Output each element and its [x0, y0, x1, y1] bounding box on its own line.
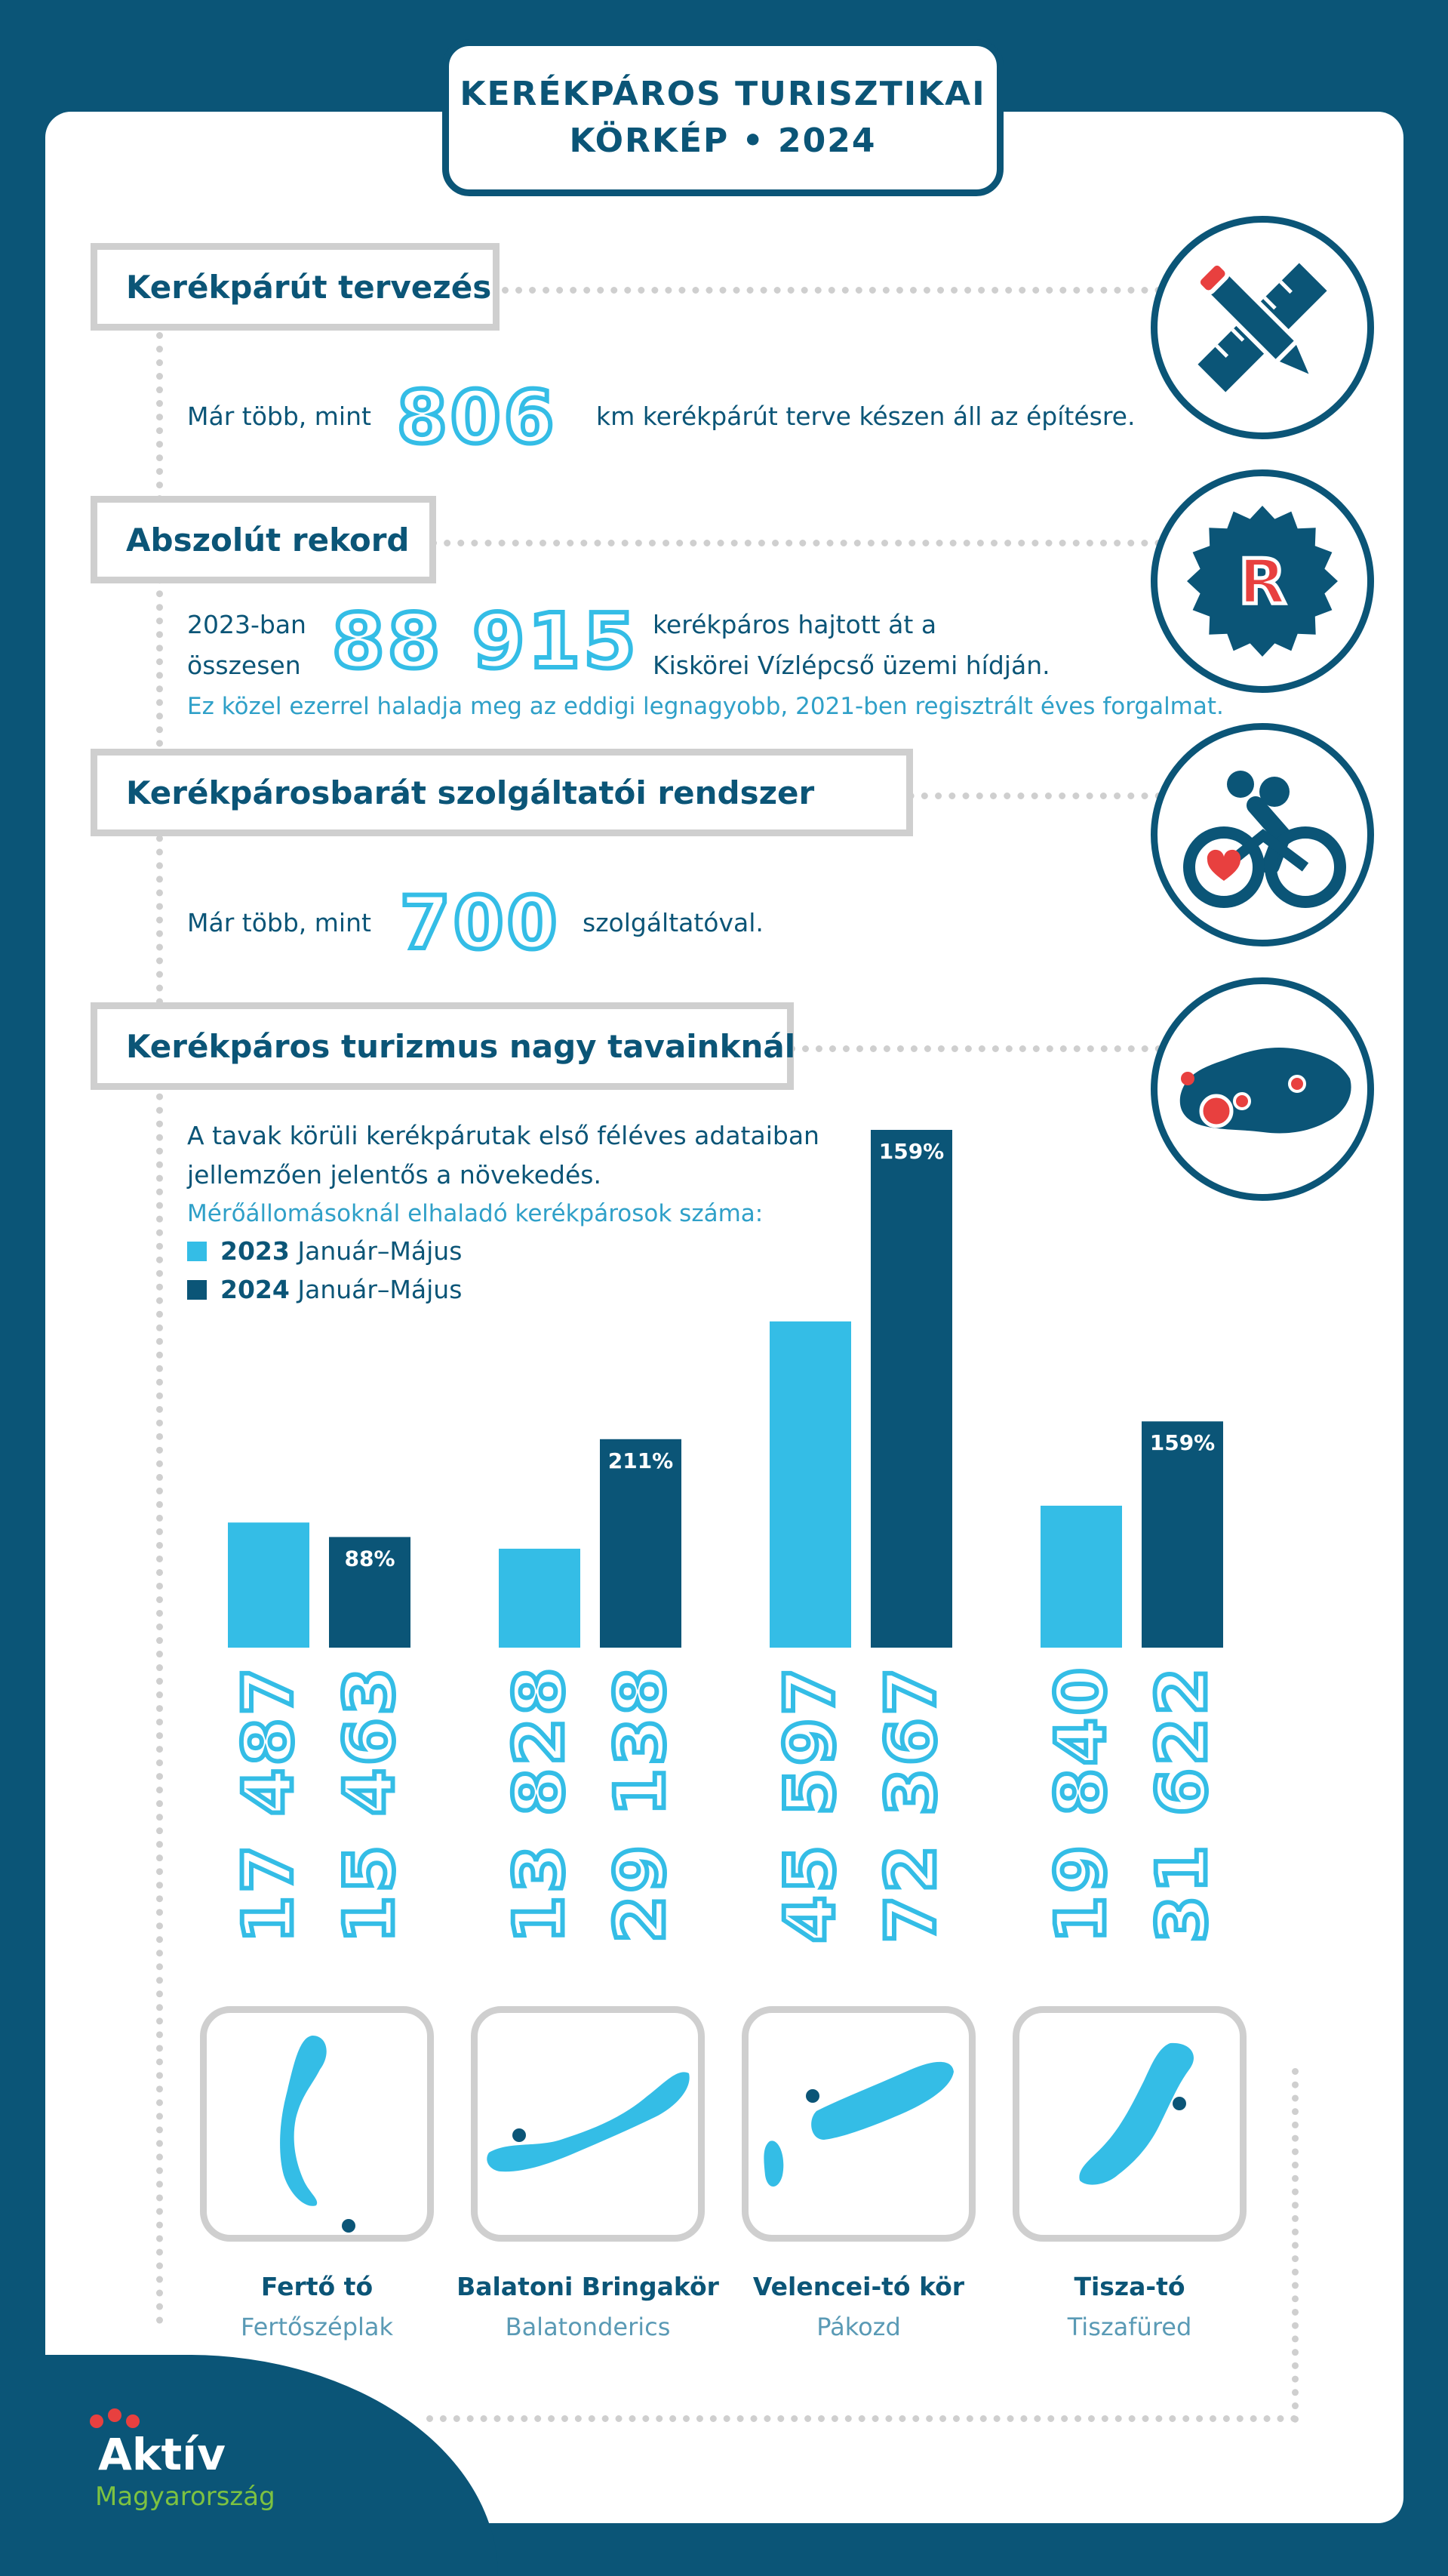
- section-service-label: Kerékpárosbarát szolgáltatói rendszer: [126, 774, 815, 811]
- lake-place-1: Balatonderics: [505, 2313, 671, 2341]
- percent-label-0: 88%: [344, 1546, 395, 1571]
- legend-label-2024: Január–Május: [297, 1275, 463, 1304]
- service-number: 700: [400, 881, 561, 965]
- section-planning-label: Kerékpárút tervezés: [126, 268, 492, 306]
- brand-sub: Magyarország: [95, 2482, 275, 2512]
- brand-name: Aktív: [98, 2429, 226, 2480]
- lake-map-velence: [742, 2006, 976, 2242]
- value-label-1-2: 72 367: [872, 1664, 951, 1944]
- percent-label-3: 159%: [1149, 1430, 1216, 1456]
- dotted-line-bottom: [426, 2415, 1298, 2422]
- title-line-2: KÖRKÉP • 2024: [569, 122, 877, 160]
- lake-place-2: Pákozd: [816, 2313, 901, 2341]
- record-prefix-1: 2023-ban: [187, 610, 306, 639]
- lake-name-1: Balatoni Bringakör: [457, 2272, 719, 2301]
- record-prefix-2: összesen: [187, 651, 301, 680]
- lake-place-0: Fertőszéplak: [240, 2313, 394, 2341]
- value-label-0-2: 45 597: [770, 1664, 850, 1944]
- badge-letter: R: [1238, 546, 1287, 618]
- legend-year-2023: 2023: [220, 1236, 290, 1266]
- value-label-0-3: 19 840: [1041, 1664, 1121, 1944]
- lake-name-0: Fertő tó: [260, 2272, 374, 2301]
- legend-label-2023: Január–Május: [297, 1236, 463, 1266]
- title-line-1: KERÉKPÁROS TURISZTIKAI: [460, 75, 986, 113]
- record-suffix-2: Kiskörei Vízlépcső üzemi hídján.: [653, 651, 1050, 680]
- lake-name-3: Tisza-tó: [1074, 2272, 1185, 2301]
- value-label-0-0: 17 487: [229, 1664, 309, 1944]
- bar-0-3: [1041, 1506, 1122, 1648]
- bar-0-0: [228, 1522, 309, 1648]
- section-lakes-label: Kerékpáros turizmus nagy tavainknál: [126, 1027, 796, 1065]
- value-label-1-3: 31 622: [1142, 1664, 1222, 1944]
- lake-map-balaton: [471, 2006, 705, 2242]
- percent-label-2: 159%: [878, 1139, 945, 1164]
- planning-suffix: km kerékpárút terve készen áll az építésre.: [596, 402, 1136, 431]
- bar-0-1: [499, 1549, 580, 1648]
- value-label-1-1: 29 138: [601, 1664, 681, 1944]
- service-suffix: szolgáltatóval.: [583, 908, 764, 937]
- lakes-desc-2: jellemzően jelentős a növekedés.: [187, 1160, 601, 1190]
- lake-map-tisza: [1013, 2006, 1247, 2242]
- lake-name-2: Velencei-tó kör: [752, 2272, 965, 2301]
- section-record-label: Abszolút rekord: [126, 521, 410, 559]
- legend-year-2024: 2024: [220, 1275, 290, 1304]
- planning-prefix: Már több, mint: [187, 402, 371, 431]
- record-note: Ez közel ezerrel haladja meg az eddigi legnagyobb, 2021-ben regisztrált éves forgalmat.: [187, 693, 1224, 720]
- value-label-1-0: 15 463: [330, 1664, 410, 1944]
- lake-map-ferto: [200, 2006, 434, 2242]
- bar-1-2: [871, 1130, 952, 1648]
- lakes-desc-1: A tavak körüli kerékpárutak első féléves adataiban: [187, 1121, 819, 1150]
- value-label-0-1: 13 828: [500, 1664, 580, 1944]
- planning-number: 806: [397, 375, 558, 460]
- percent-label-1: 211%: [607, 1448, 674, 1473]
- service-prefix: Már több, mint: [187, 908, 371, 937]
- record-number: 88 915: [332, 597, 639, 685]
- bar-0-2: [770, 1322, 851, 1648]
- record-suffix-1: kerékpáros hajtott át a: [653, 610, 937, 639]
- lake-place-3: Tiszafüred: [1067, 2313, 1192, 2341]
- dotted-right-line: [1292, 2068, 1299, 2423]
- lakes-desc-3: Mérőállomásoknál elhaladó kerékpárosok száma:: [187, 1200, 764, 1227]
